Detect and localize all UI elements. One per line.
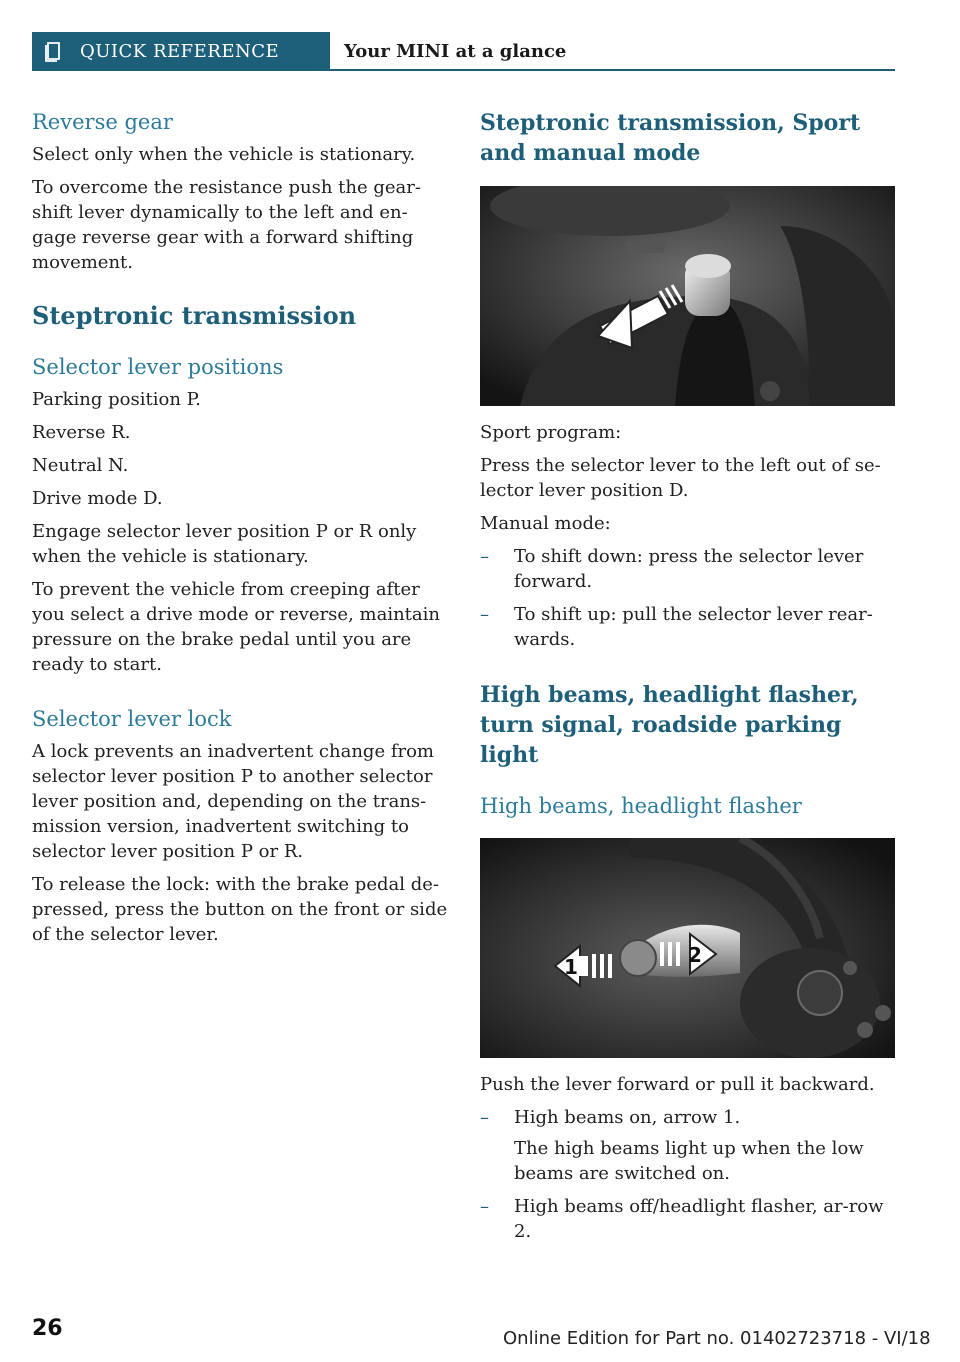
sport-manual-heading: Steptronic transmission, Sport and manual mode xyxy=(480,110,861,166)
bullet-dash: – xyxy=(480,546,489,567)
high-beams-heading: High beams, headlight flasher xyxy=(480,794,802,818)
turn-lever-photo xyxy=(480,838,895,1058)
section-tab xyxy=(32,32,330,70)
position-drive: Drive mode D. xyxy=(32,488,163,509)
section-label: QUICK REFERENCE xyxy=(80,41,280,62)
manual-mode-list xyxy=(480,544,898,652)
list-item: – To shift up: pull the selector lever rear-wards. xyxy=(480,604,873,650)
arrow-1-label: 1 xyxy=(564,955,578,979)
sport-program-text: Press the selector lever to the left out of se-lector lever position D. xyxy=(480,455,881,501)
book-icon xyxy=(44,42,62,62)
position-parking: Parking position P. xyxy=(32,389,201,410)
selector-lock-heading: Selector lever lock xyxy=(32,707,232,731)
left-column xyxy=(32,108,450,955)
gear-lever-photo xyxy=(480,186,895,406)
bullet-dash: – xyxy=(480,604,489,625)
high-beams-text: Push the lever forward or pull it backward. xyxy=(480,1074,875,1095)
list-item: – High beams off/headlight flasher, ar-row 2. xyxy=(480,1196,884,1242)
position-reverse: Reverse R. xyxy=(32,422,131,443)
bullet-dash: – xyxy=(480,1107,489,1128)
arrow-2-label: 2 xyxy=(688,943,702,967)
high-beams-list-2 xyxy=(480,1194,898,1244)
reverse-gear-text-1: Select only when the vehicle is stationary. xyxy=(32,144,416,165)
gear-lever-illustration xyxy=(480,186,895,406)
list-item: – High beams on, arrow 1. xyxy=(480,1107,741,1128)
edition-footer: Online Edition for Part no. 01402723718 - VI/18 xyxy=(503,1328,931,1349)
selector-positions-text-5: Engage selector lever position P or R only when the vehicle is stationary. xyxy=(32,521,417,567)
selector-lock-text-2: To release the lock: with the brake pedal de-pressed, press the button on the front or side of the selector lever. xyxy=(32,874,448,945)
selector-lock-text-1: A lock prevents an inadvertent change from selector lever position P to another selector lever position and, depending on the trans-mission version, inadvertent switching to selector lever position P or R. xyxy=(32,741,434,862)
selector-positions-heading: Selector lever positions xyxy=(32,355,284,379)
right-column xyxy=(480,108,898,1252)
high-beams-subtext: The high beams light up when the low beams are switched on. xyxy=(514,1138,864,1184)
reverse-gear-heading: Reverse gear xyxy=(32,110,173,134)
header-rule xyxy=(32,69,895,71)
high-beams-section-heading: High beams, headlight flasher, turn signal, roadside parking light xyxy=(480,682,859,768)
manual-mode-label: Manual mode: xyxy=(480,513,611,534)
position-neutral: Neutral N. xyxy=(32,455,129,476)
sport-program-label: Sport program: xyxy=(480,422,622,443)
page-number: 26 xyxy=(32,1316,63,1341)
reverse-gear-text-2: To overcome the resistance push the gear-shift lever dynamically to the left and en-gage reverse gear with a forward shifting movement. xyxy=(32,177,421,273)
high-beams-list xyxy=(480,1105,898,1130)
page-header xyxy=(32,32,895,70)
steptronic-heading: Steptronic transmission xyxy=(32,301,357,330)
selector-positions-text-6: To prevent the vehicle from creeping after you select a drive mode or reverse, maintain pressure on the brake pedal until you are ready to start. xyxy=(32,579,440,675)
bullet-dash: – xyxy=(480,1196,489,1217)
turn-lever-illustration xyxy=(480,838,895,1058)
chapter-title: Your MINI at a glance xyxy=(344,41,567,62)
list-item: – To shift down: press the selector lever forward. xyxy=(480,546,864,592)
